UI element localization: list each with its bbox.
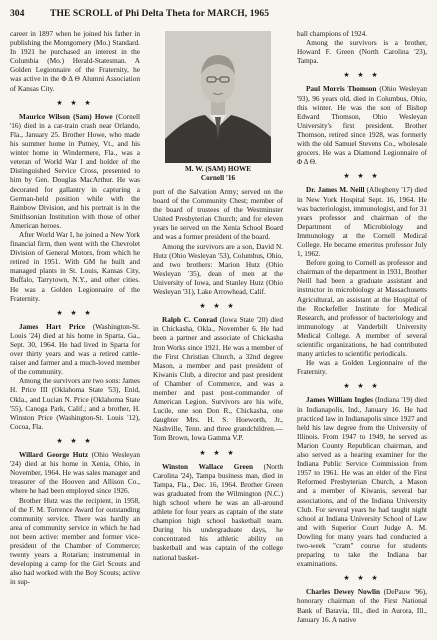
- entry-text: (DePauw '96), honorary chairman of the First National Bank of Batavia, Ill., died in Aurora, Ill., January 16. A native: [297, 588, 427, 624]
- paragraph: ball champions of 1924.: [297, 30, 368, 38]
- running-title: THE SCROLL of Phi Delta Theta for MARCH, 1965: [50, 8, 270, 19]
- person-name: Willard George Hutz: [19, 451, 89, 460]
- person-name: James William Ingles: [306, 396, 373, 405]
- paragraph: Before going to Cornell as professor and chairman of the department in 1931, Brother Neill had been a graduate assistant and instructor in microbiology at Massachusetts Agricultural, an assistant at the Hospital of the Rockefeller Institute for Medical Research, and professor of bacteriology and immunology at Vanderbilt University Medical College. A member of several scientific organizations, he had contributed many articles to scientific periodicals.: [297, 259, 427, 359]
- caption-name: M. W. (SAM) HOWE: [184, 165, 252, 173]
- section-separator: ★ ★ ★: [343, 172, 381, 181]
- entry-text: (North Carolina '24), Tampa business man, died in Tampa, Fla., Dec. 16, 1964. Brother Green was graduated from the Wilmington (N.C.) high school where he was an all-around athlete for four years as captain of the state champion high school basketball team. During his undergraduate days, he concentrated his athletic ability on basketball and was captain of the college national basket-: [153, 462, 283, 562]
- person-name: James Hart Price: [19, 322, 85, 331]
- paragraph: He was a Golden Legionnaire of the Fraternity.: [297, 359, 427, 377]
- entry-text: (Allegheny '17) died in New York Hospital Sept. 16, 1964. He was bacteriologist, immunologist, and for 31 years professor and chairman of the Department of Microbiology and Immunology at the Cornell Medical College. He became emeritus professor July 1, 1962.: [297, 186, 427, 259]
- paragraph: Among the survivors are a son, David N. Hutz (Ohio Wesleyan '53), Columbus, Ohio, and two brothers: Marion Hutz (Ohio Wesleyan '35), dean of men at the University of Iowa, and Stanley Hutz (Ohio Wesleyan '31), Lake Arrowhead, Calif.: [153, 242, 283, 297]
- person-name: Dr. James M. Neill: [306, 186, 365, 195]
- section-separator: ★ ★ ★: [199, 302, 237, 311]
- paragraph: Brother Hutz was the recipient, in 1958, of the F. M. Torrence Award for outstanding community service. There was hardly an area of community service in which he had not been active: member and former vice-president of the Chamber of Commerce; twenty years a Rotarian; instrumental in developing a camp for the Girl Scouts and also had worked with the Boy Scouts; active in sup-: [10, 496, 140, 587]
- page-header: [10, 8, 427, 22]
- portrait-photo: [165, 31, 271, 163]
- paragraph: After World War I, he joined a New York financial firm, then went with the Chevrolet Division of General Motors, from which he retired in 1951. With GM he built and managed plants in St. Louis, Kansas City, Buffalo, Tarrytown, N.Y., and other cities. He was a Golden Legionnaire of the Fraternity.: [10, 230, 140, 303]
- column-middle: [153, 30, 283, 563]
- entry-text: (Indiana '19) died in Indianapolis, Ind., January 16. He had practiced law in Indianapolis since 1927 and held his law degree from the University of Illinois. From 1947 to 1949, he served as Marion County Republican chairman, and also served as a hearing examiner for the Indiana Public Service Commission from 1957 to 1961. He was an elder of the First Reformed Presbyterian Church, a Mason and a member of Kiwanis, several bar associations, and of the Indiana University Club. For several years he had taught night school at Indiana University School of Law and with Superior Court Judge A. M. Dowling for many years had conducted a two-week "cram" course for students preparing to take the Indiana bar examinations.: [297, 396, 428, 569]
- page-number: 304: [10, 8, 25, 19]
- obituary-entry: [10, 113, 140, 231]
- obituary-entry: [297, 186, 427, 259]
- section-separator: ★ ★ ★: [343, 382, 381, 391]
- paragraph: career in 1897 when he joined his father in publishing the Montgomery (Mo.) Standard. In 1921 he purchased an interest in the Columbia (Mo.) Herald-Statesman. A Golden Legionnaire of the Fraternity, he was active in the Φ Δ Θ Alumni Association of Kansas City.: [10, 30, 140, 93]
- section-separator: ★ ★ ★: [56, 436, 94, 445]
- paragraph: Among the survivors is a brother, Howard F. Green (North Carolina '23), Tampa.: [297, 39, 427, 66]
- obituary-entry: [10, 323, 140, 378]
- section-separator: ★ ★ ★: [199, 448, 237, 457]
- person-name: Maurice Wilson (Sam) Howe: [19, 112, 113, 121]
- caption-class: Cornell '16: [200, 174, 236, 182]
- section-separator: ★ ★ ★: [343, 71, 381, 80]
- obituary-entry: [153, 463, 283, 563]
- obituary-entry: [297, 396, 427, 569]
- portrait-illustration: [165, 31, 271, 163]
- obituary-entry: [10, 451, 140, 496]
- person-name: Winston Wallace Green: [162, 462, 253, 471]
- section-separator: ★ ★ ★: [56, 98, 94, 107]
- person-name: Charles Dewey Nowlin: [306, 588, 381, 597]
- person-name: Ralph C. Conrad: [162, 316, 218, 325]
- obituary-entry: [297, 85, 427, 167]
- paragraph: Among the survivors are two sons: James H. Price III (Oklahoma State '53), Enid, Okla., and Lucian N. Price (Oklahoma State '55), Canoga Park, Calif.; and a brother, H. Winston Price (Washington-St. Louis '12), Cocoa, Fla.: [10, 377, 140, 431]
- entry-text: (Ohio Wesleyan '24) died at his home in Xenia, Ohio, in November, 1964. He was sales manager and treasurer of the Hooven and Allison Co., where he had been employed since 1926.: [10, 451, 140, 496]
- section-separator: ★ ★ ★: [343, 574, 381, 583]
- person-name: Paul Morris Thomson: [306, 85, 377, 94]
- column-left: [10, 30, 140, 587]
- entry-text: (Washington-St. Louis '24) died at his home in Sparta, Ga., Sept. 30, 1964. He had lived in Sparta for over thirty years and was a retired cattle-raiser and farmer and a much-loved member of the community.: [10, 322, 140, 377]
- obituary-entry: [297, 588, 427, 624]
- entry-text: (Ohio Wesleyan '93), 96 years old, died in Columbus, Ohio, this winter. He was the son of Bishop Edward Thomson, Ohio Wesleyan University's first president. Brother Thomson, retired since 1928, was formerly with the old Samuel Stevens Co., wholesale grocers. He was a Diamond Legionnaire of Φ Δ Θ.: [297, 85, 427, 167]
- entry-text: (Cornell '16) died in a car-train crash near Orlando, Fla., January 25. Brother Howe, who made his summer home in Putney, Vt., and his winter home in Windermere, Fla., was a veteran of World War I and holder of the Distinguished Service Cross, presented to him by Gen. Douglas MacArthur. He was decorated for gallantry in capturing a German-held position while with the Rainbow Division, and his portrait is in the Smithsonian Institution with those of other American heroes.: [10, 112, 141, 230]
- obituary-entry: [153, 316, 283, 443]
- section-separator: ★ ★ ★: [56, 308, 94, 317]
- photo-caption: [153, 165, 283, 183]
- column-right: [297, 30, 427, 625]
- entry-text: (Iowa State '20) died in Chickasha, Okla., November 6. He had been a partner and associate of Chickasha Iron Works since 1921. He was a member of the First Christian Church, a 32nd degree Mason, a member and past president of Kiwanis Club, a director and past president of Chamber of Commerce, and was a member and past post-commander of American Legion. Survivors are his wife, Lucile, one son Don R., Chickasha, one daughter Mrs. H. S. Hoeworth, Jr., Nashville, Tenn. and three grandchildren.—Tom Brown, Iowa Gamma V.P.: [153, 316, 283, 443]
- paragraph: port of the Salvation Army; served on the board of the Community Chest; member of the board of trustees of the Westminster United Presbyterian Church; and for eleven years he served on the Xenia School Board and was a former president of the board.: [153, 188, 283, 242]
